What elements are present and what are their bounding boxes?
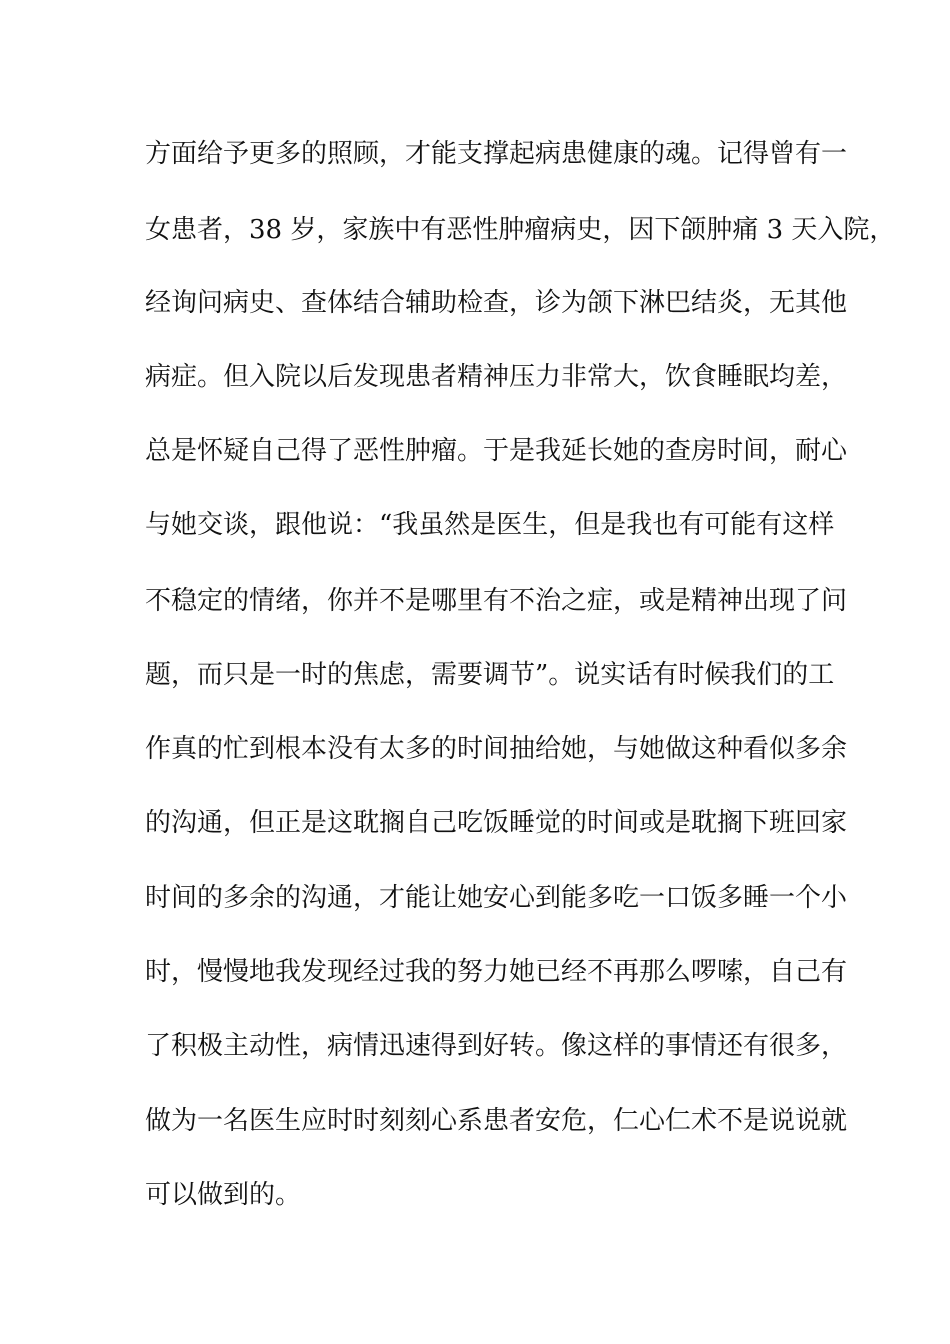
paragraph-line: 了积极主动性，病情迅速得到好转。像这样的事情还有很多， [145,1031,848,1061]
paragraph-line: 题，而只是一时的焦虑，需要调节”。说实话有时候我们的工 [145,660,835,690]
paragraph-line: 与她交谈，跟他说：“我虽然是医生，但是我也有可能有这样 [145,510,835,540]
paragraph-line: 可以做到的。 [145,1180,302,1210]
paragraph-line: 病症。但入院以后发现患者精神压力非常大，饮食睡眠均差， [145,362,848,392]
paragraph-line: 做为一名医生应时时刻刻心系患者安危，仁心仁术不是说说就 [145,1106,848,1136]
paragraph-line: 时，慢慢地我发现经过我的努力她已经不再那么啰嗦，自己有 [145,957,848,987]
paragraph-line: 时间的多余的沟通，才能让她安心到能多吃一口饭多睡一个小 [145,883,848,913]
paragraph-line: 经询问病史、查体结合辅助检查，诊为颌下淋巴结炎，无其他 [145,288,848,318]
paragraph-line: 总是怀疑自己得了恶性肿瘤。于是我延长她的查房时间，耐心 [145,436,848,466]
paragraph-line: 方面给予更多的照顾，才能支撑起病患健康的魂。记得曾有一 [145,139,848,169]
paragraph-line: 女患者，38 岁，家族中有恶性肿瘤病史，因下颌肿痛 3 天入院， [145,215,896,245]
paragraph-line: 不稳定的情绪，你并不是哪里有不治之症，或是精神出现了问 [145,586,848,616]
paragraph-line: 的沟通，但正是这耽搁自己吃饭睡觉的时间或是耽搁下班回家 [145,808,848,838]
paragraph-line: 作真的忙到根本没有太多的时间抽给她，与她做这种看似多余 [145,734,848,764]
